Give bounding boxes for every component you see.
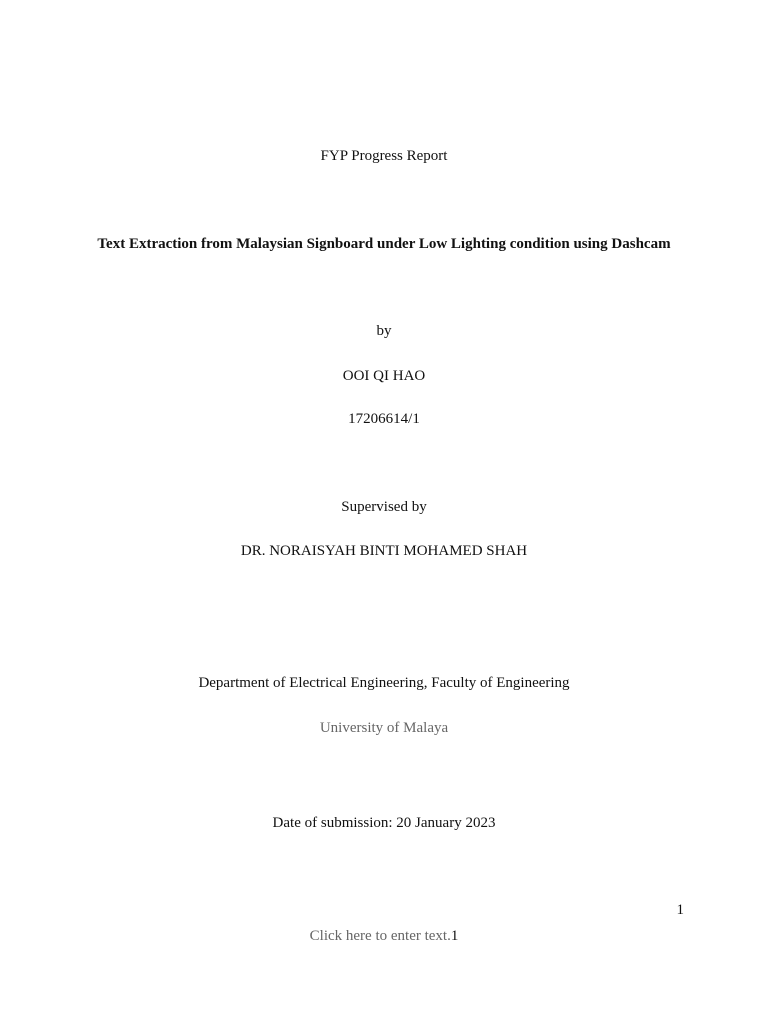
submission-date: Date of submission: 20 January 2023 — [272, 815, 496, 831]
report-type: FYP Progress Report — [320, 148, 448, 164]
footer-placeholder-field[interactable]: Click here to enter text. — [309, 928, 451, 944]
report-title: Text Extraction from Malaysian Signboard under Low Lighting condition using Dashcam — [97, 236, 671, 252]
by-label: by — [376, 323, 392, 339]
university: University of Malaya — [319, 720, 449, 736]
page-number: 1 — [676, 902, 684, 918]
department: Department of Electrical Engineering, Faculty of Engineering — [198, 675, 570, 691]
student-id: 17206614/1 — [348, 411, 420, 427]
footer-page-number: 1 — [450, 928, 459, 944]
supervised-label: Supervised by — [341, 499, 427, 515]
supervisor-name: DR. NORAISYAH BINTI MOHAMED SHAH — [240, 543, 528, 559]
author-name: OOI QI HAO — [342, 368, 426, 384]
footer — [0, 926, 768, 946]
